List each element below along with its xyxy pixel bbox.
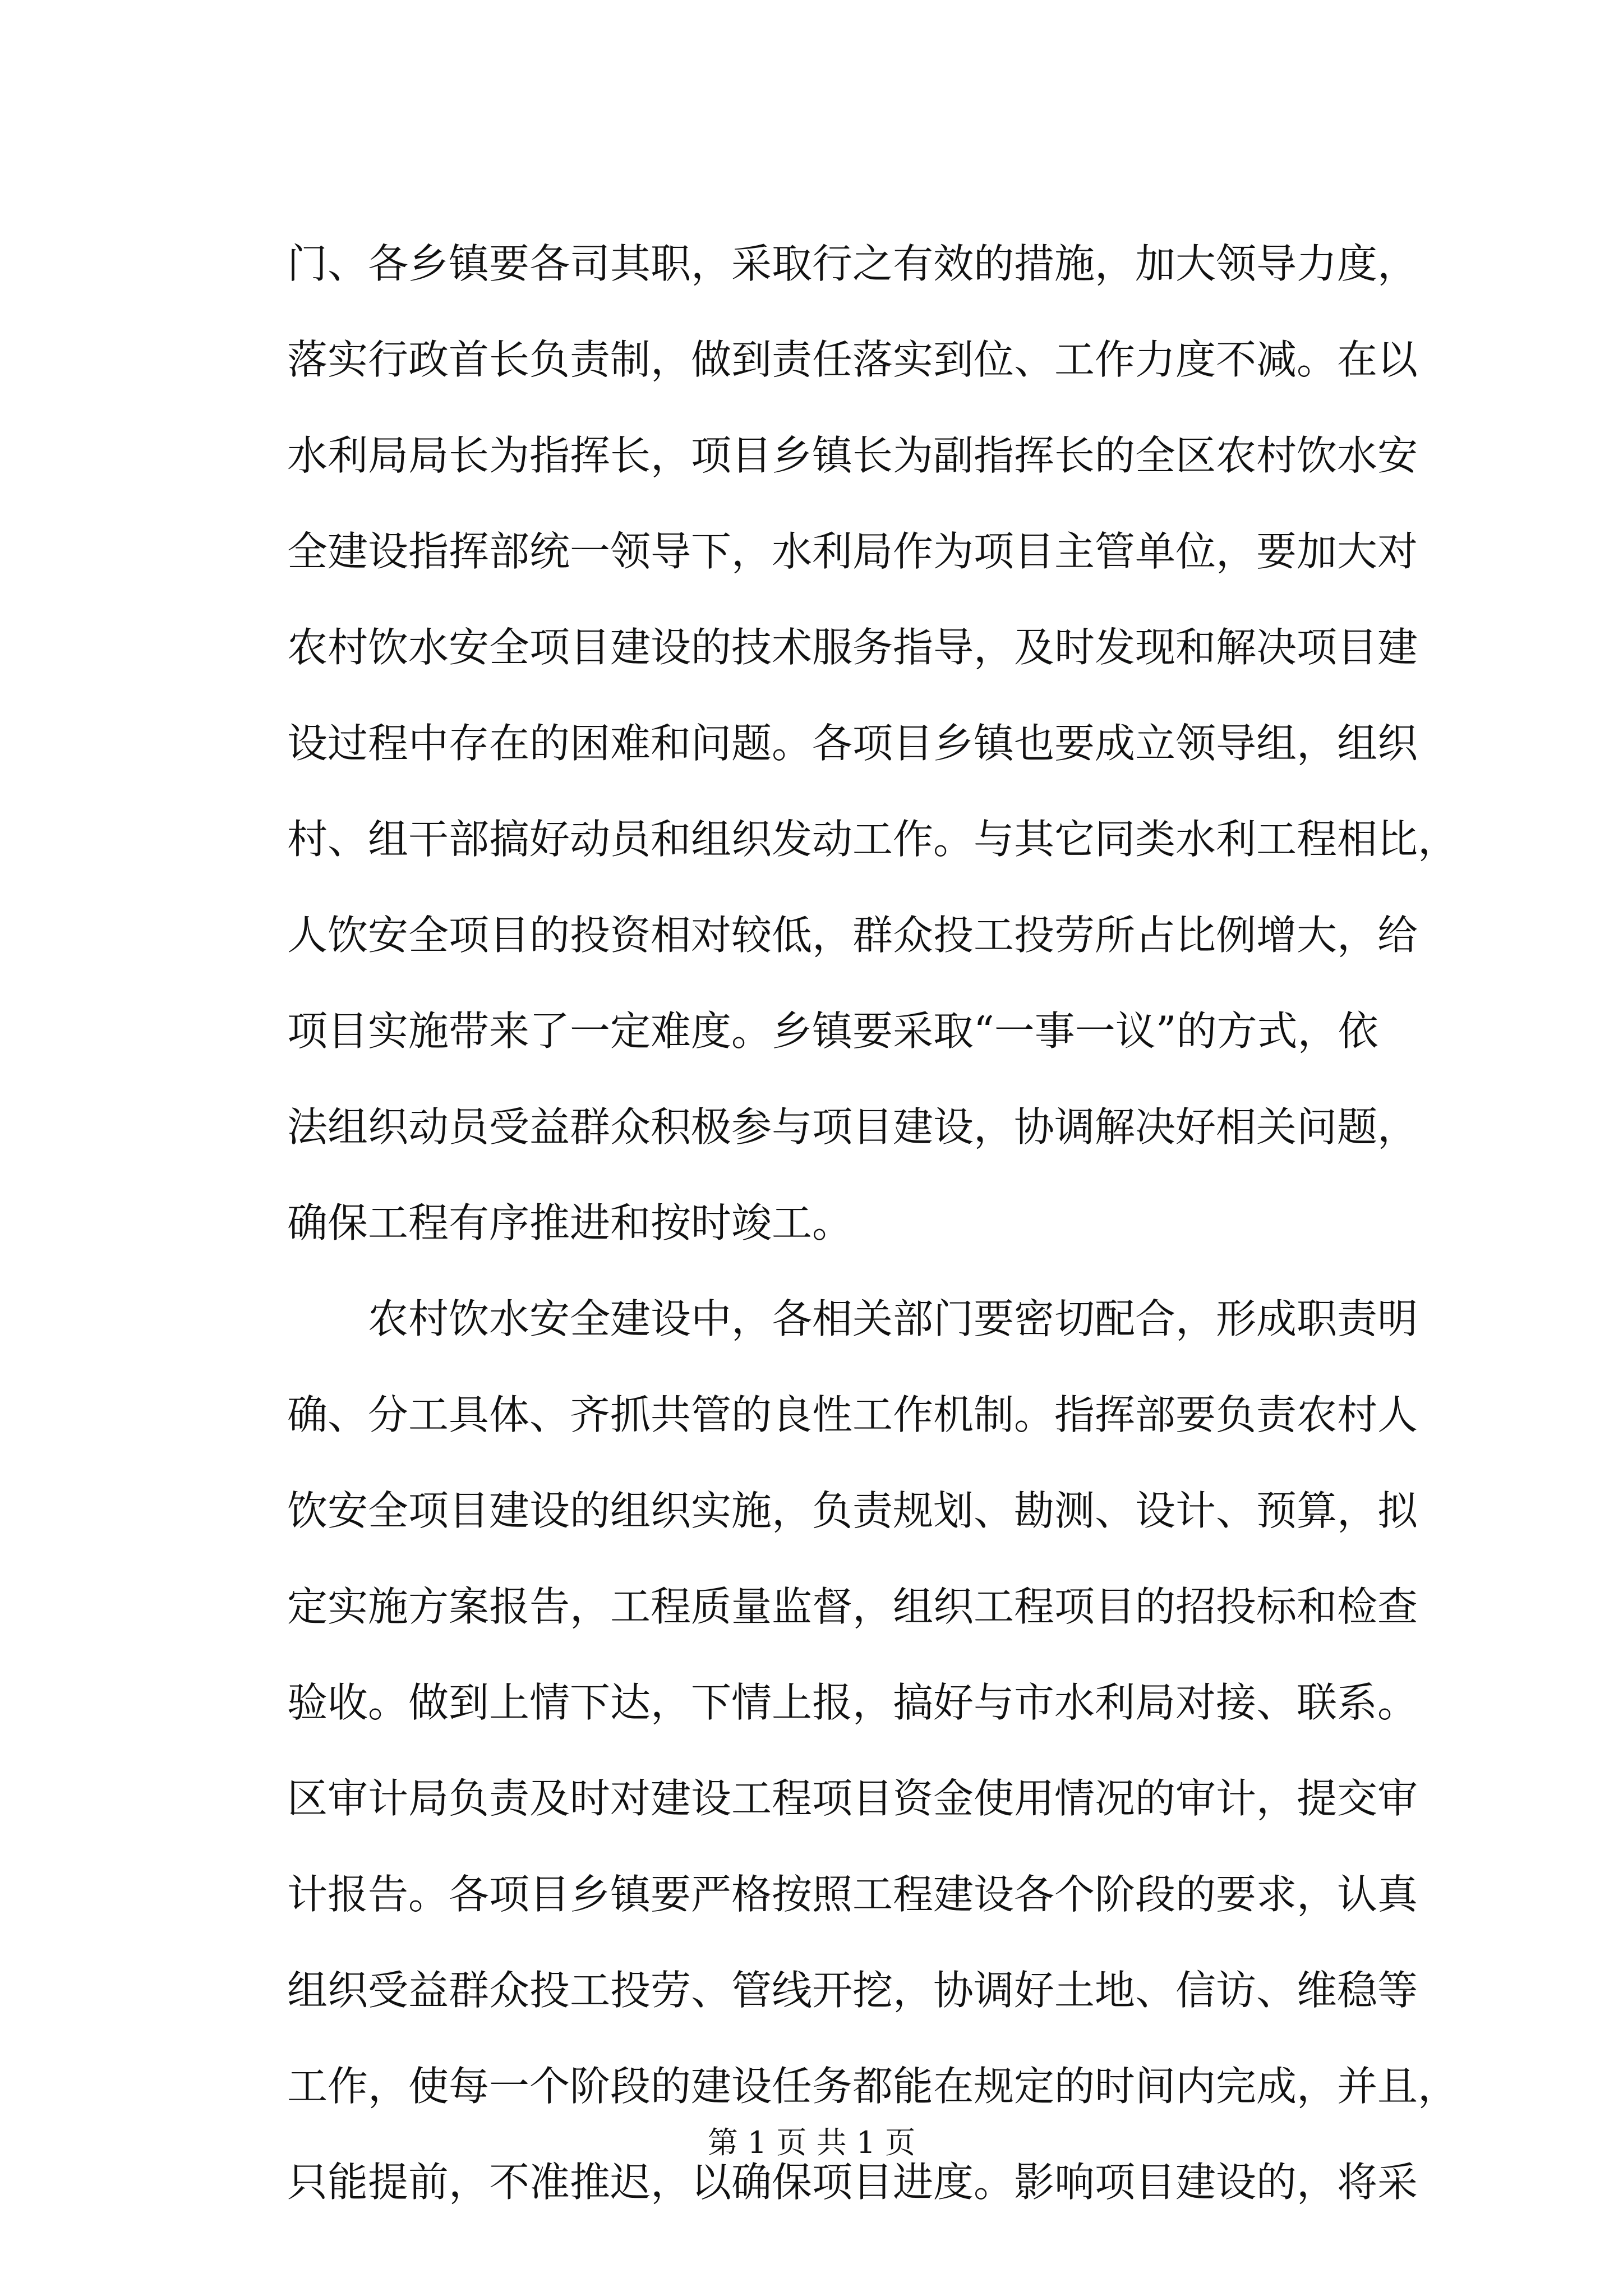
text-line: 门、各乡镇要各司其职，采取行之有效的措施，加大领导力度， [287, 240, 1418, 287]
text-line: 只能提前，不准推迟，以确保项目进度。影响项目建设的，将采 [287, 2159, 1418, 2206]
text-line: 村、组干部搞好动员和组织发动工作。与其它同类水利工程相比， [287, 816, 1459, 863]
text-line: 农村饮水安全项目建设的技术服务指导，及时发现和解决项目建 [287, 624, 1418, 671]
text-line: 确、分工具体、齐抓共管的良性工作机制。指挥部要负责农村人 [287, 1391, 1418, 1438]
text-line: 全建设指挥部统一领导下，水利局作为项目主管单位，要加大对 [287, 528, 1418, 575]
text-line: 定实施方案报告，工程质量监督，组织工程项目的招投标和检查 [287, 1583, 1418, 1630]
text-line: 组织受益群众投工投劳、管线开挖，协调好土地、信访、维稳等 [287, 1967, 1418, 2014]
text-line: 区审计局负责及时对建设工程项目资金使用情况的审计，提交审 [287, 1775, 1418, 1822]
text-line: 计报告。各项目乡镇要严格按照工程建设各个阶段的要求，认真 [287, 1871, 1418, 1918]
paragraph-first-line: 农村饮水安全建设中，各相关部门要密切配合，形成职责明 [368, 1295, 1418, 1342]
page-number-footer: 第 1 页 共 1 页 [707, 2125, 916, 2160]
text-line: 设过程中存在的困难和问题。各项目乡镇也要成立领导组，组织 [287, 720, 1418, 767]
document-body [287, 216, 1459, 2230]
text-line: 法组织动员受益群众积极参与项目建设，协调解决好相关问题， [287, 1103, 1418, 1151]
text-line: 落实行政首长负责制，做到责任落实到位、工作力度不减。在以 [287, 336, 1418, 383]
text-line: 项目实施带来了一定难度。乡镇要采取“一事一议”的方式，依 [287, 1007, 1378, 1055]
text-line: 人饮安全项目的投资相对较低，群众投工投劳所占比例增大，给 [287, 912, 1418, 959]
text-line: 饮安全项目建设的组织实施，负责规划、勘测、设计、预算，拟 [287, 1487, 1418, 1534]
text-line: 确保工程有序推进和按时竣工。 [287, 1199, 853, 1246]
text-line: 验收。做到上情下达，下情上报，搞好与市水利局对接、联系。 [287, 1679, 1418, 1726]
text-line: 水利局局长为指挥长，项目乡镇长为副指挥长的全区农村饮水安 [287, 432, 1418, 479]
text-line: 工作，使每一个阶段的建设任务都能在规定的时间内完成，并且， [287, 2063, 1459, 2110]
